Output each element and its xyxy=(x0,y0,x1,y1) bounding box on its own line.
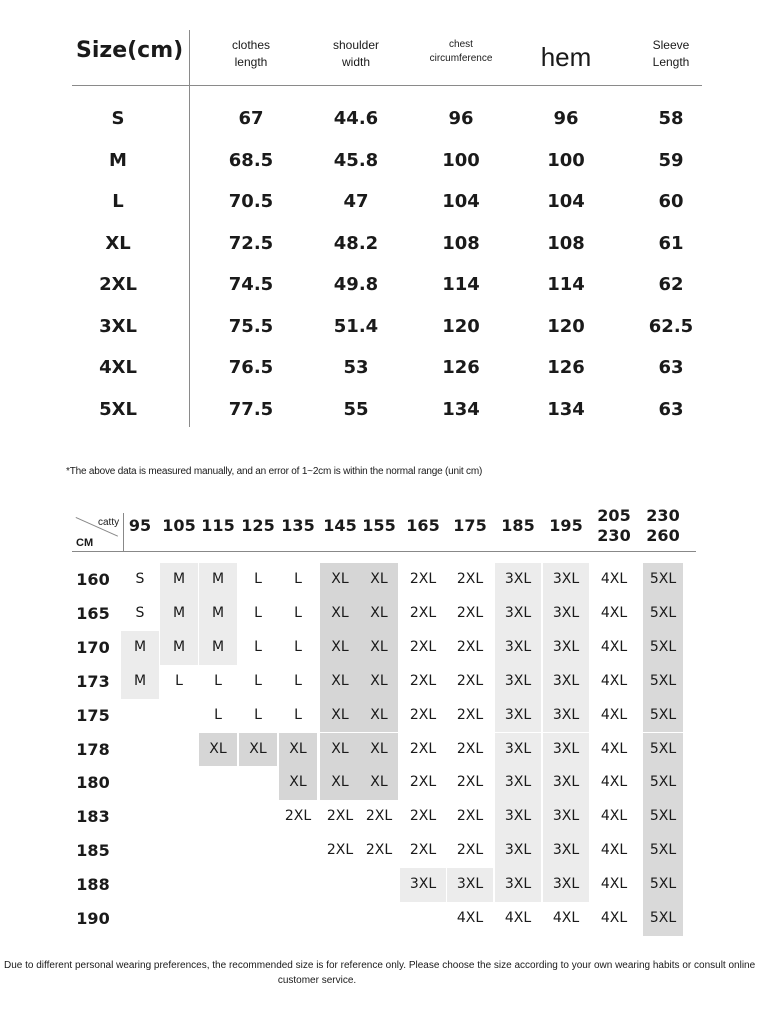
rec-size-cell: 2XL xyxy=(409,604,437,621)
rec-size-cell: M xyxy=(199,563,237,597)
measurement-note: *The above data is measured manually, and an error of 1~2cm is within the normal range (unit cm) xyxy=(66,466,483,477)
rec-size-cell: 2XL xyxy=(456,808,484,825)
rec-size-cell xyxy=(279,868,317,902)
rec-size-cell: M xyxy=(199,631,237,665)
size-chart-row-label: 2XL xyxy=(99,274,137,295)
rec-header-divider xyxy=(72,551,696,552)
rec-size-cell: 4XL xyxy=(600,638,628,655)
rec-size-cell: 4XL xyxy=(600,774,628,791)
rec-weight-header xyxy=(237,516,279,536)
rec-size-cell: 3XL xyxy=(495,631,541,665)
rec-size-cell: 4XL xyxy=(600,740,628,757)
rec-size-cell: 5XL xyxy=(643,766,683,800)
rec-weight-header-line2: 260 xyxy=(646,526,680,545)
size-chart-header-divider xyxy=(72,85,702,86)
size-chart-cell: 126 xyxy=(547,357,585,378)
rec-size-cell: 4XL xyxy=(552,910,580,926)
rec-size-cell: 4XL xyxy=(600,672,628,689)
rec-size-cell: 2XL xyxy=(456,571,484,587)
rec-size-cell: 4XL xyxy=(456,910,484,926)
rec-size-cell: 2XL xyxy=(456,672,484,689)
rec-size-cell xyxy=(160,834,198,868)
size-chart-header-4 xyxy=(611,37,731,71)
rec-size-cell xyxy=(121,699,159,733)
rec-size-cell: L xyxy=(294,638,302,655)
rec-weight-header-line1: 135 xyxy=(281,516,315,535)
rec-size-cell: 3XL xyxy=(543,733,589,767)
size-chart-cell: 48.2 xyxy=(333,232,379,254)
size-chart-row-label: M xyxy=(109,149,127,171)
size-chart-cell: 55 xyxy=(343,398,369,420)
rec-size-cell: XL xyxy=(199,733,237,767)
rec-weight-header-line1: 155 xyxy=(362,516,396,535)
rec-size-cell: 2XL xyxy=(456,740,484,757)
rec-size-cell: L xyxy=(294,672,302,689)
rec-size-cell xyxy=(279,902,317,936)
rec-size-cell: XL xyxy=(320,631,360,665)
rec-size-cell xyxy=(360,868,398,902)
rec-size-cell xyxy=(160,733,198,767)
rec-size-cell: L xyxy=(254,571,262,587)
rec-size-cell: 5XL xyxy=(643,800,683,834)
size-chart-cell: 104 xyxy=(547,191,585,212)
rec-size-cell: XL xyxy=(320,665,360,699)
rec-weight-header xyxy=(319,516,361,536)
rec-size-cell: M xyxy=(121,665,159,699)
size-chart-cell: 63 xyxy=(658,398,684,420)
size-chart-header-1 xyxy=(296,37,416,71)
rec-size-cell: S xyxy=(135,604,145,621)
size-chart-cell: 108 xyxy=(547,232,585,254)
rec-size-cell: XL xyxy=(239,733,277,767)
rec-weight-header-line1: 115 xyxy=(201,516,235,535)
size-chart-header-line2: length xyxy=(234,55,268,69)
size-chart-cell: 76.5 xyxy=(228,357,274,378)
rec-size-cell xyxy=(199,902,237,936)
rec-weight-header-line1: 195 xyxy=(549,516,583,535)
rec-weight-header-line1: 185 xyxy=(501,516,535,535)
rec-size-cell: 4XL xyxy=(600,808,628,825)
rec-weight-header-line1: 145 xyxy=(323,516,357,535)
rec-size-cell: 3XL xyxy=(543,563,589,597)
size-chart-header-line1: chest xyxy=(449,39,473,50)
size-chart-cell: 96 xyxy=(448,108,474,129)
size-chart-title: Size(cm) xyxy=(76,38,184,63)
rec-size-cell xyxy=(239,834,277,868)
size-chart-cell: 49.8 xyxy=(333,274,379,295)
rec-size-cell: S xyxy=(135,571,145,587)
rec-size-cell: 4XL xyxy=(504,910,532,926)
rec-size-cell: XL xyxy=(360,631,398,665)
size-chart-header-line2: Length xyxy=(652,55,690,69)
rec-weight-header-line1: 165 xyxy=(406,516,440,535)
rec-weight-header-line1: 95 xyxy=(128,516,152,535)
rec-weight-header-line2: 230 xyxy=(597,526,631,545)
corner-weight-label: catty xyxy=(98,517,120,528)
rec-size-cell: 4XL xyxy=(600,604,628,621)
rec-size-cell: L xyxy=(254,604,262,621)
size-chart-cell: 75.5 xyxy=(228,315,274,337)
rec-size-cell xyxy=(160,800,198,834)
rec-size-cell: 3XL xyxy=(543,834,589,868)
rec-size-cell xyxy=(121,834,159,868)
rec-size-cell: 2XL xyxy=(365,808,393,825)
rec-size-cell: 3XL xyxy=(495,733,541,767)
rec-weight-header xyxy=(277,516,319,536)
rec-size-cell: 3XL xyxy=(495,597,541,631)
rec-size-cell xyxy=(239,800,277,834)
rec-size-cell: 3XL xyxy=(495,665,541,699)
rec-size-cell: 2XL xyxy=(409,842,437,859)
size-chart-cell: 67 xyxy=(238,108,264,129)
rec-size-cell: 3XL xyxy=(543,868,589,902)
rec-size-cell: L xyxy=(294,571,302,587)
rec-size-cell xyxy=(199,868,237,902)
rec-size-cell: M xyxy=(160,597,198,631)
rec-height-label: 175 xyxy=(76,705,110,725)
rec-size-cell: 4XL xyxy=(600,910,628,926)
rec-weight-header xyxy=(402,516,444,536)
rec-size-cell: 3XL xyxy=(495,699,541,733)
rec-size-cell xyxy=(199,800,237,834)
rec-size-cell xyxy=(320,902,360,936)
rec-size-cell: XL xyxy=(320,733,360,767)
rec-size-cell: XL xyxy=(360,665,398,699)
rec-size-cell xyxy=(160,766,198,800)
rec-size-cell: L xyxy=(254,638,262,655)
rec-size-cell: 2XL xyxy=(456,774,484,791)
size-chart-header-line2: width xyxy=(341,55,370,69)
rec-size-cell: 2XL xyxy=(326,808,354,825)
size-chart-cell: 100 xyxy=(442,149,480,171)
size-chart-cell: 51.4 xyxy=(333,315,379,337)
size-chart-cell: 59 xyxy=(658,149,684,171)
size-chart-cell: 100 xyxy=(547,149,585,171)
size-chart-cell: 126 xyxy=(442,357,480,378)
rec-size-cell: 2XL xyxy=(365,842,393,859)
rec-size-cell: 5XL xyxy=(643,834,683,868)
rec-size-cell xyxy=(199,766,237,800)
rec-size-cell: 2XL xyxy=(326,842,354,859)
rec-weight-header-line1: 105 xyxy=(162,516,196,535)
size-chart-cell: 134 xyxy=(547,398,585,420)
rec-height-label: 170 xyxy=(76,637,110,657)
rec-weight-header-line1: 125 xyxy=(241,516,275,535)
size-chart-cell: 62.5 xyxy=(648,315,694,337)
rec-size-cell: 4XL xyxy=(600,706,628,723)
rec-size-cell: 3XL xyxy=(447,868,493,902)
size-chart-header-0 xyxy=(191,37,311,71)
rec-height-label: 180 xyxy=(76,773,110,793)
rec-weight-header xyxy=(497,516,539,536)
rec-size-cell: 4XL xyxy=(600,876,628,893)
rec-size-cell xyxy=(121,800,159,834)
rec-size-cell: M xyxy=(160,563,198,597)
rec-height-label: 178 xyxy=(76,739,110,759)
rec-size-cell xyxy=(320,868,360,902)
rec-size-cell: 2XL xyxy=(409,638,437,655)
size-chart-row-label: 5XL xyxy=(99,398,137,420)
rec-size-cell: 2XL xyxy=(456,604,484,621)
rec-size-cell: L xyxy=(294,604,302,621)
rec-size-cell: XL xyxy=(320,563,360,597)
size-chart-header-line2: circumference xyxy=(429,53,493,64)
rec-size-cell: 2XL xyxy=(409,774,437,791)
rec-size-cell: 2XL xyxy=(409,808,437,825)
rec-size-cell: 5XL xyxy=(643,665,683,699)
rec-size-cell xyxy=(121,902,159,936)
rec-size-cell: L xyxy=(294,706,302,723)
rec-size-cell xyxy=(121,733,159,767)
rec-size-cell: XL xyxy=(320,766,360,800)
rec-weight-header-line1: 175 xyxy=(453,516,487,535)
rec-size-cell: XL xyxy=(360,597,398,631)
rec-size-cell: 5XL xyxy=(643,699,683,733)
size-chart-row-label: L xyxy=(112,191,124,212)
reference-note-line1: Due to different personal wearing preferences, the recommended size is for reference only. Please choose the size according to your own wearing habits or consult online xyxy=(4,960,756,971)
rec-size-cell: 2XL xyxy=(456,638,484,655)
size-chart-header-line1: hem xyxy=(540,42,592,72)
rec-height-label: 188 xyxy=(76,875,110,895)
rec-size-cell: M xyxy=(199,597,237,631)
rec-size-cell: L xyxy=(214,672,222,689)
rec-size-cell: XL xyxy=(360,733,398,767)
rec-size-cell: 3XL xyxy=(543,800,589,834)
rec-size-cell: 2XL xyxy=(456,706,484,723)
size-chart-cell: 104 xyxy=(442,191,480,212)
rec-size-cell: M xyxy=(121,631,159,665)
rec-weight-header xyxy=(593,506,635,546)
rec-size-cell: 5XL xyxy=(643,733,683,767)
size-chart-header-2 xyxy=(401,38,521,66)
rec-weight-header-line1: 205 xyxy=(597,506,631,525)
rec-size-cell xyxy=(121,766,159,800)
rec-height-label: 190 xyxy=(76,909,110,928)
size-chart-cell: 53 xyxy=(343,357,369,378)
rec-size-cell: M xyxy=(160,631,198,665)
rec-size-cell: L xyxy=(254,706,262,723)
rec-size-cell: 2XL xyxy=(409,672,437,689)
rec-size-cell xyxy=(160,699,198,733)
size-chart-cell: 60 xyxy=(658,191,684,212)
rec-size-cell xyxy=(400,902,446,936)
size-chart-cell: 120 xyxy=(547,315,585,337)
size-chart-cell: 44.6 xyxy=(333,108,379,129)
size-chart-cell: 120 xyxy=(442,315,480,337)
rec-weight-header xyxy=(449,516,491,536)
rec-size-cell xyxy=(121,868,159,902)
rec-size-cell: 3XL xyxy=(543,597,589,631)
rec-size-cell xyxy=(239,902,277,936)
reference-note xyxy=(0,958,768,988)
size-chart-cell: 108 xyxy=(442,232,480,254)
size-chart-cell: 47 xyxy=(343,191,369,212)
rec-weight-header xyxy=(119,516,161,536)
size-chart-row-label: 4XL xyxy=(99,357,137,378)
rec-size-cell: XL xyxy=(279,766,317,800)
rec-size-cell: 5XL xyxy=(643,868,683,902)
rec-size-cell: 3XL xyxy=(543,766,589,800)
rec-size-cell: 5XL xyxy=(643,597,683,631)
rec-height-label: 160 xyxy=(76,570,110,589)
size-chart-cell: 58 xyxy=(658,108,684,129)
rec-weight-header xyxy=(642,506,684,546)
rec-size-cell: 4XL xyxy=(600,571,628,587)
rec-size-cell: XL xyxy=(360,766,398,800)
size-chart-row-label: 3XL xyxy=(99,315,137,337)
size-chart-cell: 134 xyxy=(442,398,480,420)
rec-weight-header xyxy=(358,516,400,536)
rec-height-label: 183 xyxy=(76,807,110,827)
rec-height-label: 173 xyxy=(76,671,110,691)
rec-size-cell: L xyxy=(214,706,222,723)
rec-size-cell: 3XL xyxy=(495,563,541,597)
rec-size-cell: 3XL xyxy=(495,834,541,868)
size-chart-cell: 45.8 xyxy=(333,149,379,171)
rec-size-cell: 3XL xyxy=(543,631,589,665)
size-chart-cell: 77.5 xyxy=(228,398,274,420)
size-chart-header-3 xyxy=(506,42,626,72)
rec-size-cell: 3XL xyxy=(400,868,446,902)
size-chart-header-line1: clothes xyxy=(231,38,271,52)
size-chart-cell: 70.5 xyxy=(228,191,274,212)
rec-size-cell: L xyxy=(175,672,183,689)
rec-size-cell: 3XL xyxy=(495,800,541,834)
corner-height-label: CM xyxy=(76,537,94,549)
rec-size-cell: 5XL xyxy=(643,631,683,665)
rec-size-cell: XL xyxy=(279,733,317,767)
rec-size-cell: 3XL xyxy=(495,868,541,902)
size-chart-table xyxy=(0,0,768,440)
rec-size-cell: XL xyxy=(360,699,398,733)
rec-height-label: 165 xyxy=(76,603,110,623)
size-chart-cell: 68.5 xyxy=(228,149,274,171)
size-chart-cell: 114 xyxy=(442,274,480,295)
rec-size-cell xyxy=(160,868,198,902)
size-chart-vertical-divider xyxy=(189,30,190,427)
rec-size-cell: 2XL xyxy=(409,740,437,757)
rec-weight-header xyxy=(197,516,239,536)
rec-size-cell xyxy=(160,902,198,936)
size-chart-cell: 62 xyxy=(658,274,684,295)
rec-size-cell: XL xyxy=(320,699,360,733)
size-chart-cell: 74.5 xyxy=(228,274,274,295)
rec-size-cell xyxy=(199,834,237,868)
rec-size-cell: 3XL xyxy=(543,699,589,733)
size-chart-header-line1: shoulder xyxy=(332,38,380,52)
rec-size-cell: 5XL xyxy=(643,563,683,597)
rec-weight-header xyxy=(545,516,587,536)
size-chart-row-label: XL xyxy=(105,232,131,254)
rec-size-cell: 2XL xyxy=(284,808,312,825)
rec-size-cell xyxy=(360,902,398,936)
size-chart-cell: 114 xyxy=(547,274,585,295)
size-chart-cell: 96 xyxy=(553,108,579,129)
size-chart-cell: 61 xyxy=(658,232,684,254)
rec-height-label: 185 xyxy=(76,841,110,861)
rec-weight-header-line1: 230 xyxy=(646,506,680,525)
rec-size-cell: L xyxy=(254,672,262,689)
rec-size-cell: 2XL xyxy=(409,571,437,587)
size-chart-row-label: S xyxy=(111,108,125,129)
size-chart-header-line1: Sleeve xyxy=(652,38,690,52)
rec-size-cell: 3XL xyxy=(495,766,541,800)
size-chart-cell: 63 xyxy=(658,357,684,378)
size-chart-cell: 72.5 xyxy=(228,232,274,254)
rec-size-cell: XL xyxy=(360,563,398,597)
rec-size-cell: 4XL xyxy=(600,842,628,859)
rec-weight-header xyxy=(158,516,200,536)
rec-size-cell xyxy=(239,868,277,902)
rec-size-cell: 3XL xyxy=(543,665,589,699)
rec-size-cell: 2XL xyxy=(456,842,484,859)
rec-size-cell: 2XL xyxy=(409,706,437,723)
rec-size-cell: XL xyxy=(320,597,360,631)
reference-note-line2: customer service. xyxy=(277,975,357,986)
rec-size-cell xyxy=(239,766,277,800)
rec-size-cell xyxy=(279,834,317,868)
rec-size-cell: 5XL xyxy=(643,902,683,936)
